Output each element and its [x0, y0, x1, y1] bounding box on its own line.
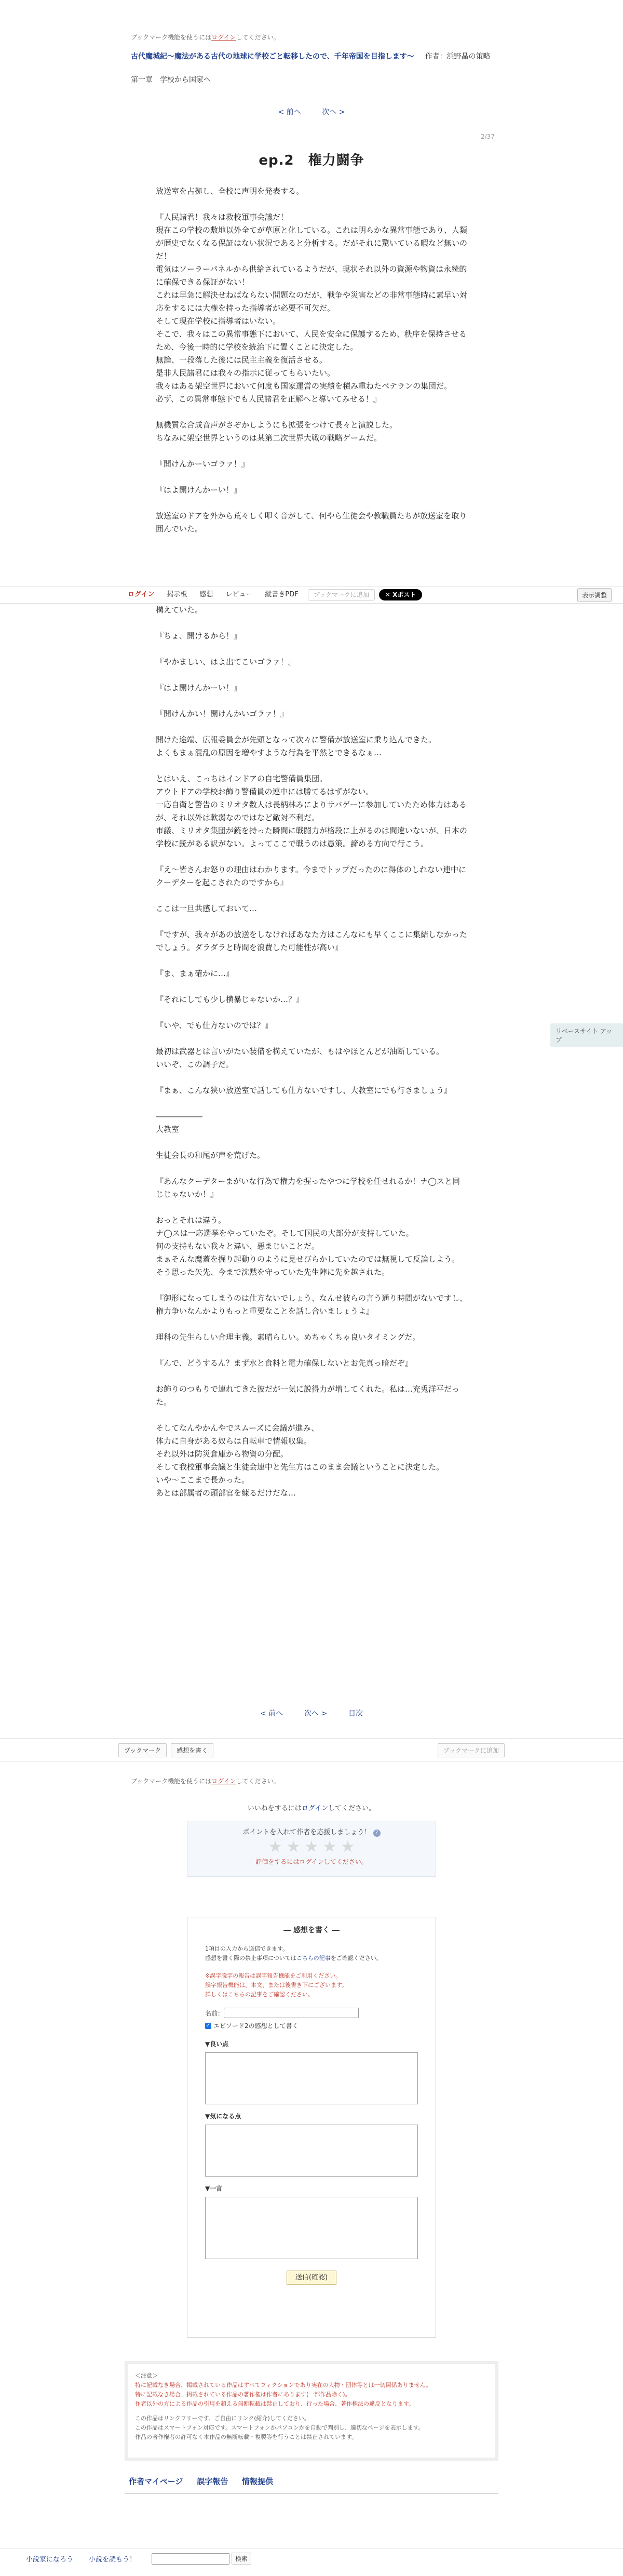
body-paragraph: 『まぁ、こんな狭い放送室で話しても仕方ないですし、大教室にでも行きましょう』 — [156, 1086, 452, 1095]
author-link[interactable]: 浜野晶の策略 — [446, 52, 491, 61]
display-settings-button[interactable]: 表示調整 — [577, 588, 612, 602]
x-post-button[interactable] — [379, 589, 423, 600]
body-paragraph: ちなみに架空世界というのは某第二次世界大戦の戦略ゲームだ。 — [156, 433, 382, 443]
footer-links — [129, 2476, 285, 2487]
impression-hints — [205, 1944, 436, 1963]
login-link[interactable]: ログイン — [211, 34, 236, 41]
body-paragraph — [156, 445, 467, 458]
body-paragraph: とはいえ、こっちはインドアの自宅警備員集団。 — [156, 774, 328, 783]
body-paragraph: そう思った矢先、今まで沈黙を守っていた先生陣に先を越された。 — [156, 1267, 390, 1277]
body-paragraph: 生徒会長の和尾が声を荒げた。 — [156, 1151, 265, 1160]
toolbar-login[interactable]: ログイン — [128, 591, 155, 598]
next-link-bottom[interactable]: 次へ > — [304, 1710, 328, 1718]
body-paragraph — [156, 954, 467, 967]
caution-box — [125, 2361, 498, 2461]
body-paragraph: 一応自衛と警告のミリオタ数人は長柄林みによりサバゲーに参加していたため体力はあるが、それ以外は軟弱なのではなど敵対不利だ。 — [156, 800, 467, 822]
body-paragraph: 市議、ミリオタ集団が銃を持った瞬間に戦闘力が格段に上がるのは間違いないが、日本の学校に銃がある訳がない。よってここで戦うのは愚策。諦める方向で行こう。 — [156, 826, 467, 848]
body-paragraph — [156, 406, 467, 419]
caution-text — [135, 2371, 495, 2442]
body-paragraph: 『んで、どうするん？まず水と食料と電力確保しないとお先真っ暗だぞ』 — [156, 1358, 413, 1368]
star-icon[interactable]: ★ — [304, 1838, 319, 1856]
comment-label: ▼一言 — [205, 2185, 223, 2192]
read-novel-link[interactable]: 小説を読もう！ — [89, 2556, 137, 2564]
body-paragraph: 『はよ開けんかーい！』 — [156, 485, 242, 495]
body-paragraph — [156, 643, 467, 656]
toolbar-board[interactable]: 掲示板 — [167, 591, 187, 598]
body-paragraph: 『え～皆さんお怒りの理由はわかります。今までトップだったのに得体のしれない連中にクーデターを起こされたのですから』 — [156, 865, 467, 887]
body-paragraph — [156, 198, 467, 211]
body-paragraph: 現在この学校の敷地以外全てが草原と化している。これは明らかな異常事態であり、人類が歴史でなくなる保証はない状況であると分析する。だがそれに驚いている暇など無いのだ！ — [156, 225, 468, 261]
typo-rules-link[interactable]: こちらの記事 — [228, 1991, 262, 1998]
bookmark-login-note-bottom — [131, 1777, 280, 1785]
body-paragraph: そしてなんやかんやでスムーズに会議が進み、 — [156, 1423, 319, 1433]
bookmark-login-note — [131, 33, 280, 42]
body-paragraph — [156, 889, 467, 902]
body-paragraph: ナ◯スは一応選挙をやっていたぞ。そして国民の大部分が支持していた。 — [156, 1229, 414, 1238]
caution-line: 作者以外の方による作品の引用を超える無断転載は禁止しており、行った場合、著作権法の違反となります。 — [135, 2400, 415, 2407]
site-bottom-bar — [0, 2548, 623, 2569]
star-icon[interactable]: ★ — [341, 1838, 355, 1856]
body-paragraph — [156, 1318, 467, 1331]
body-paragraph: 放送室を占拠し、全校に声明を発表する。 — [156, 186, 304, 196]
body-paragraph — [156, 497, 467, 510]
novelist-link[interactable]: 小説家になろう — [26, 2556, 74, 2564]
body-paragraph: そして我校軍事会議と生徒会連中と先生方はこのまま会議ということに決定した。 — [156, 1462, 444, 1472]
submit-row — [187, 2272, 436, 2281]
body-paragraph — [156, 1370, 467, 1383]
chapter-name: 第一章 学校から国家へ — [131, 76, 211, 84]
star-icon[interactable]: ★ — [322, 1838, 337, 1856]
body-paragraph: 無機質な合成音声がさぞかしようにも拡張をつけて長々と演説した。 — [156, 420, 398, 430]
body-paragraph — [156, 669, 467, 682]
body-paragraph: そして現在学校に指導者はいない。 — [156, 316, 281, 326]
body-paragraph: これは早急に解決せねばならない問題なのだが、戦争や災害などの非常事態時に素早い対応をするには大権を持った指導者が必要不可欠だ。 — [156, 290, 468, 313]
body-paragraph: いや～ここまで長かった。 — [156, 1475, 250, 1485]
body-paragraph: 体力に自身がある奴らは自転車で情報収集。 — [156, 1436, 312, 1446]
star-icon[interactable]: ★ — [286, 1838, 301, 1856]
toolbar-add-bookmark[interactable]: ブックマークに追加 — [308, 589, 375, 600]
body-paragraph: 我々はある架空世界において何度も国家運営の実績を積み重ねたベテランの集団だ。 — [156, 381, 452, 391]
body-paragraph — [156, 1162, 467, 1175]
hint-2 — [205, 1954, 436, 1963]
caution-line: この作品はリンクフリーです。ご自由にリンク(紹介)してください。 — [135, 2415, 310, 2422]
body-paragraph — [156, 1071, 467, 1084]
hint-2-post: をご確認ください。 — [330, 1955, 382, 1961]
body-paragraph: お飾りのつもりで連れてきた彼だが一気に説得力が増してくれた。私は…充兎洋平だった。 — [156, 1384, 460, 1407]
body-paragraph: 必ず、この異常事態下でも人民諸君を正解へと導いてみせる！』 — [156, 394, 381, 404]
bottom-note-text-post: してください。 — [236, 1778, 280, 1785]
prev-link[interactable]: < 前へ — [278, 108, 301, 116]
body-paragraph: 『いや、でも仕方ないのでは？』 — [156, 1021, 273, 1030]
typo-report-link[interactable]: 誤字報告 — [197, 2477, 228, 2486]
caution-line: 特に記載なき場合、掲載されている作品はすべてフィクションであり実在の人物・団体等とは一切関係ありません。 — [135, 2382, 432, 2388]
rating-title-row — [187, 1826, 436, 1837]
warn-1: ※誤字脱字の報告は誤字報告機能をご利用ください。 — [205, 1972, 342, 1979]
body-paragraph: 『御形になってしまうのは仕方ないでしょう、なんせ彼らの言う通り時間がないですし、権力争いなんかよりもっと重要なことを話し合いましょうよ』 — [156, 1293, 468, 1316]
bottom-toolbar — [0, 1738, 623, 1762]
body-paragraph: 無論、一段落した後には民主主義を復活させる。 — [156, 355, 328, 365]
body-paragraph: 『ちょ、開けるから！』 — [156, 631, 242, 640]
body-paragraph: 『開けんかい！開けんかいゴラァ！』 — [156, 709, 288, 718]
body-paragraph: アウトドアの学校お飾り警備員の連中には勝てるはずがない。 — [156, 787, 374, 796]
author-mypage-link[interactable]: 作者マイページ — [129, 2477, 183, 2486]
caution-spacer — [135, 2409, 495, 2414]
star-icon[interactable]: ★ — [268, 1838, 282, 1856]
body-paragraph: 何の支持もない我々と違い、悪まじいことだ。 — [156, 1242, 320, 1251]
bad-points-textarea[interactable] — [205, 2125, 418, 2177]
rating-title: ポイントを入れて作者を応援しましょう！ — [242, 1828, 371, 1836]
body-paragraph: 開けた途端、広報委員会が先頭となって次々に警備が放送室に乗り込んできた。 — [156, 735, 437, 744]
body-paragraph — [156, 759, 467, 772]
reading-toolbar — [0, 586, 623, 604]
body-paragraph: 『ですが、我々があの放送をしなければあなた方はこんなにも早くここに集結しなかったでしょう。ダラダラと時間を浪費した可能性が高い』 — [156, 930, 468, 952]
episode-title: ep.2 権力闘争 — [259, 153, 364, 168]
like-note — [0, 1803, 623, 1812]
body-paragraph: 構えていた。 — [156, 605, 203, 615]
hint-1: 1項目の入力から送信できます。 — [205, 1945, 289, 1952]
body-paragraph: 『人民諸君！我々は救校軍事会議だ！ — [156, 212, 289, 222]
next-link[interactable]: 次へ > — [322, 108, 345, 116]
float-side-button[interactable]: リベースサイト アップ — [550, 1023, 623, 1047]
name-row — [205, 2008, 436, 2018]
body-paragraph: 最初は武器とは言いがたい装備を構えていたが、もはやほとんどが油断している。 — [156, 1047, 444, 1056]
body-paragraph: 大教室 — [156, 1125, 180, 1134]
body-paragraph: いいぞ、この調子だ。 — [156, 1060, 234, 1069]
pager-top — [0, 106, 623, 117]
page-number: 2/37 — [481, 133, 495, 140]
bad-label: ▼気になる点 — [205, 2113, 241, 2120]
body-paragraph — [156, 980, 467, 993]
novel-title-link[interactable]: 古代魔城紀～魔法がある古代の地球に学校ごと転移したので、千年帝国を目指します～ — [131, 52, 414, 61]
add-bookmark-button-bottom[interactable]: ブックマークに追加 — [438, 1743, 505, 1757]
rules-link[interactable]: こちらの記事 — [296, 1955, 331, 1961]
body-paragraph: 『それにしても少し横暴じゃないか…？』 — [156, 995, 304, 1004]
caution-line: 特に記載なき場合、掲載されている作品の著作権は作者にあります(一部作品除く)。 — [135, 2391, 351, 2398]
episode-body-top — [156, 185, 467, 536]
body-paragraph: 『はよ開けんかーい！』 — [156, 683, 242, 692]
body-paragraph: よくもまぁ混乱の原因を増やすような行為を平然とできるなぁ… — [156, 748, 382, 757]
toolbar-pdf[interactable]: 縦書きPDF — [265, 591, 299, 598]
body-paragraph — [156, 695, 467, 708]
name-label: 名前： — [205, 2009, 224, 2017]
body-paragraph: 『やかましい、はよ出てこいゴラァ！』 — [156, 657, 296, 666]
site-search-input[interactable] — [152, 2553, 229, 2565]
like-login-link[interactable]: ログイン — [301, 1805, 329, 1812]
novel-header — [131, 51, 494, 61]
pager-bottom — [0, 1708, 623, 1718]
name-input[interactable] — [224, 2008, 359, 2018]
impression-header: ― 感想を書く ― — [283, 1926, 340, 1934]
body-paragraph: 『ま、まぁ確かに…』 — [156, 969, 234, 978]
caution-heading: ＜注意＞ — [135, 2372, 158, 2379]
impression-form — [187, 1917, 436, 2338]
body-paragraph: 『開けんかーいゴラァ！』 — [156, 459, 249, 469]
star-rating — [187, 1838, 436, 1856]
body-paragraph: あとは部属者の頭部官を練るだけだな… — [156, 1488, 296, 1498]
body-paragraph: 理科の先生らしい合理主義。素晴らしい。めちゃくちゃ良いタイミングだ。 — [156, 1332, 421, 1342]
like-note-text: いいねをするには — [247, 1805, 302, 1812]
good-points-textarea[interactable] — [205, 2052, 418, 2104]
episode-body-bottom — [156, 604, 467, 1500]
body-paragraph: 『あんなクーデターまがいな行為で権力を握ったやつに学校を任せれるか！ナ◯スと同じじゃないか！』 — [156, 1177, 461, 1199]
body-paragraph: まぁそんな魔蓋を掘り起動りのように見せびらかしていたのでは無視して反論しよう。 — [156, 1254, 460, 1264]
body-paragraph — [156, 915, 467, 928]
hint-2-pre: 感想を書く際の禁止事項については — [205, 1955, 296, 1961]
body-paragraph — [156, 617, 467, 630]
body-paragraph — [156, 1006, 467, 1019]
footer-divider — [125, 2493, 498, 2494]
bookmark-note-text-post: してください。 — [236, 34, 280, 41]
body-paragraph — [156, 1136, 467, 1149]
body-paragraph — [156, 1279, 467, 1292]
body-paragraph — [156, 720, 467, 733]
x-post-label: Xポスト — [392, 591, 416, 598]
site-search-button[interactable]: 検索 — [232, 2553, 251, 2565]
write-impression-button[interactable]: 感想を書く — [171, 1743, 213, 1757]
toolbar-impression[interactable]: 感想 — [199, 591, 213, 598]
episode-check-row — [205, 2021, 436, 2030]
warn-3-post: をご確認ください。 — [262, 1991, 314, 1998]
author-label: 作者： — [425, 52, 447, 61]
help-icon[interactable]: ? — [373, 1830, 381, 1837]
body-paragraph: 放送室のドアを外から荒々しく叩く音がして、何やら生徒会や教職員たちが放送室を取り囲んでいた。 — [156, 511, 467, 533]
bookmark-note-text: ブックマーク機能を使うには — [131, 34, 212, 41]
toc-link[interactable]: 目次 — [348, 1710, 363, 1718]
warn-3 — [205, 1990, 436, 1999]
info-link[interactable]: 情報提供 — [241, 2477, 273, 2486]
body-paragraph: 是非人民諸君には我々の指示に従ってもらいたい。 — [156, 368, 335, 378]
submit-button[interactable]: 送信(確認) — [287, 2271, 336, 2285]
body-paragraph — [156, 1409, 467, 1422]
body-paragraph — [156, 1097, 467, 1110]
toolbar-review[interactable]: レビュー — [225, 591, 253, 598]
caution-line: この作品はスマートフォン対応です。スマートフォンかパソコンかを自動で判別し、適切なページを表示します。 — [135, 2424, 424, 2431]
login-link-bottom[interactable]: ログイン — [211, 1778, 236, 1785]
impression-warnings — [205, 1971, 436, 1999]
warn-2: 誤字報告機能は、本文、または後書き下にございます。 — [205, 1982, 348, 1988]
body-paragraph — [156, 1201, 467, 1214]
comment-textarea[interactable] — [205, 2197, 418, 2259]
body-paragraph: ―――――― — [156, 1112, 202, 1121]
impression-header-text: 感想を書く — [293, 1926, 330, 1934]
body-paragraph: ここは一旦共感しておいて… — [156, 904, 258, 913]
episode-checkbox[interactable]: ✓ — [206, 2022, 211, 2028]
body-paragraph — [156, 471, 467, 484]
bookmark-button[interactable]: ブックマーク — [118, 1743, 167, 1757]
body-paragraph: それ以外は防災倉庫から物資の分配。 — [156, 1449, 289, 1459]
prev-link-bottom[interactable]: < 前へ — [260, 1710, 283, 1718]
rating-login-note: 評価をするにはログインしてください。 — [255, 1858, 368, 1865]
good-label: ▼良い点 — [205, 2040, 229, 2048]
caution-line: 作品の著作権者の許可なく本作品の無断転載・複製等を行うことは禁止されています。 — [135, 2434, 358, 2440]
body-paragraph: そこで、我々はこの異常事態下において、人民を安全に保護するため、秩序を保持させるため、今後一時的に学校を統治下に置くことに決定した。 — [156, 329, 467, 352]
x-icon: ✕ — [385, 591, 393, 598]
body-paragraph — [156, 1344, 467, 1357]
body-paragraph: おっとそれは違う。 — [156, 1216, 226, 1225]
like-note-text-post: してください。 — [328, 1805, 376, 1812]
bottom-note-text: ブックマーク機能を使うには — [131, 1778, 212, 1785]
episode-check-label: エピソード2の感想として書く — [213, 2022, 299, 2030]
body-paragraph: 電気はソーラーパネルから供給されているようだが、現状それ以外の資源や物資は永続的に確保できる保証がない！ — [156, 264, 467, 287]
body-paragraph — [156, 1032, 467, 1045]
warn-3-pre: 詳しくは — [205, 1991, 228, 1998]
rating-box — [187, 1821, 436, 1877]
body-paragraph — [156, 850, 467, 863]
